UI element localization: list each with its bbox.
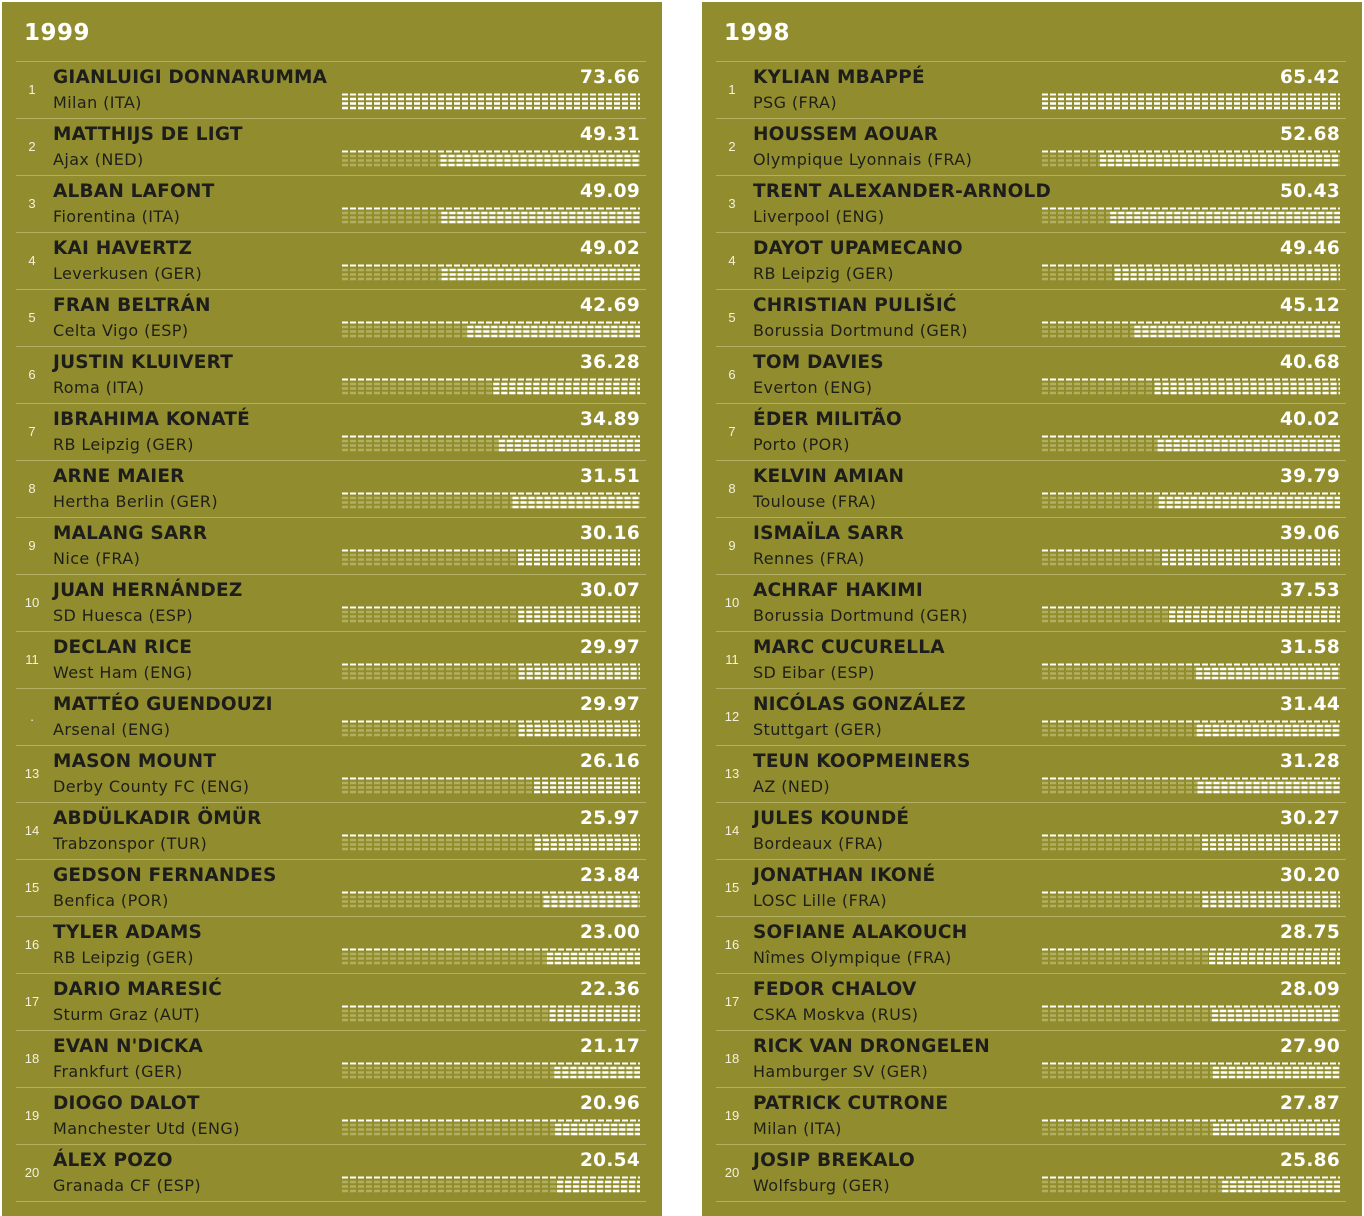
club-name: Celta Vigo (ESP) (53, 321, 189, 340)
score-bar (1042, 891, 1340, 909)
rank-number: 8 (28, 481, 36, 496)
club-name: PSG (FRA) (753, 93, 837, 112)
rank-number: 5 (728, 310, 736, 325)
table-row (16, 517, 646, 574)
rank-number: 10 (724, 595, 740, 610)
score-label: 34.89 (579, 409, 640, 430)
table-row (716, 745, 1346, 802)
table-row (716, 346, 1346, 403)
player-name: PATRICK CUTRONE (753, 1093, 949, 1114)
score-label: 50.43 (1279, 181, 1340, 202)
table-row (16, 460, 646, 517)
rank-number: 10 (24, 595, 40, 610)
club-name: RB Leipzig (GER) (53, 435, 194, 454)
score-label: 29.97 (579, 637, 640, 658)
score-label: 20.96 (579, 1093, 640, 1114)
club-name: CSKA Moskva (RUS) (753, 1005, 919, 1024)
rank-number: 1 (28, 82, 36, 97)
rank-number: 12 (724, 709, 740, 724)
ranking-list (716, 61, 1346, 1202)
table-row (16, 745, 646, 802)
club-name: Hertha Berlin (GER) (53, 492, 218, 511)
table-row (716, 802, 1346, 859)
player-name: DIOGO DALOT (53, 1093, 200, 1114)
table-row (716, 118, 1346, 175)
player-name: JUSTIN KLUIVERT (53, 352, 234, 373)
table-row (716, 916, 1346, 973)
score-label: 73.66 (579, 67, 640, 88)
table-row (16, 574, 646, 631)
table-row (16, 175, 646, 232)
player-name: EVAN N'DICKA (53, 1036, 203, 1057)
score-label: 30.16 (579, 523, 640, 544)
player-name: GEDSON FERNANDES (53, 865, 277, 886)
score-label: 23.84 (579, 865, 640, 886)
rank-number: 6 (728, 367, 736, 382)
club-name: AZ (NED) (753, 777, 831, 796)
table-row (716, 574, 1346, 631)
score-bar (1042, 777, 1340, 795)
table-row (716, 1030, 1346, 1087)
table-row (16, 289, 646, 346)
club-name: Manchester Utd (ENG) (53, 1119, 240, 1138)
score-label: 45.12 (1279, 295, 1340, 316)
score-label: 49.46 (1279, 238, 1340, 259)
score-bar (1042, 264, 1340, 282)
score-bar (1042, 321, 1340, 339)
score-bar (1042, 1119, 1340, 1137)
score-bar (342, 777, 640, 795)
player-name: FEDOR CHALOV (753, 979, 917, 1000)
score-label: 25.97 (579, 808, 640, 829)
club-name: Granada CF (ESP) (53, 1176, 202, 1195)
player-name: IBRAHIMA KONATÉ (53, 409, 250, 430)
score-label: 39.79 (1279, 466, 1340, 487)
table-row (716, 1087, 1346, 1144)
player-name: CHRISTIAN PULIŠIĆ (753, 295, 957, 316)
score-label: 31.44 (1279, 694, 1340, 715)
player-name: KYLIAN MBAPPÉ (753, 67, 925, 88)
score-bar (342, 720, 640, 738)
club-name: West Ham (ENG) (53, 663, 193, 682)
score-label: 30.27 (1279, 808, 1340, 829)
rank-number: 19 (24, 1108, 40, 1123)
rank-number: 7 (28, 424, 36, 439)
table-row (716, 175, 1346, 232)
rank-number: 15 (724, 880, 740, 895)
score-label: 31.28 (1279, 751, 1340, 772)
rank-number: 2 (28, 139, 36, 154)
club-name: Roma (ITA) (53, 378, 145, 397)
player-name: HOUSSEM AOUAR (753, 124, 939, 145)
score-label: 27.87 (1279, 1093, 1340, 1114)
rank-number: 9 (728, 538, 736, 553)
player-name: ISMAÏLA SARR (753, 523, 904, 544)
table-row (16, 631, 646, 688)
score-label: 21.17 (579, 1036, 640, 1057)
score-label: 36.28 (579, 352, 640, 373)
score-bar (342, 1062, 640, 1080)
table-row (716, 517, 1346, 574)
rank-number: 2 (728, 139, 736, 154)
club-name: Porto (POR) (753, 435, 850, 454)
table-row (716, 859, 1346, 916)
score-bar (342, 606, 640, 624)
player-name: ÁLEX POZO (53, 1150, 173, 1171)
score-bar (1042, 948, 1340, 966)
score-label: 65.42 (1279, 67, 1340, 88)
score-bar (342, 948, 640, 966)
score-bar (1042, 549, 1340, 567)
score-bar (342, 549, 640, 567)
score-bar (1042, 492, 1340, 510)
rank-number: 16 (724, 937, 740, 952)
club-name: Everton (ENG) (753, 378, 873, 397)
rank-number: 4 (28, 253, 36, 268)
table-row (16, 1030, 646, 1087)
club-name: Trabzonspor (TUR) (53, 834, 208, 853)
club-name: LOSC Lille (FRA) (753, 891, 888, 910)
table-row (716, 232, 1346, 289)
player-name: JUAN HERNÁNDEZ (53, 580, 243, 601)
club-name: Nîmes Olympique (FRA) (753, 948, 952, 967)
player-name: TEUN KOOPMEINERS (753, 751, 971, 772)
score-bar (342, 435, 640, 453)
club-name: Leverkusen (GER) (53, 264, 203, 283)
score-label: 42.69 (579, 295, 640, 316)
club-name: Fiorentina (ITA) (53, 207, 181, 226)
club-name: Bordeaux (FRA) (753, 834, 884, 853)
rank-number: 13 (724, 766, 740, 781)
rank-number: 1 (728, 82, 736, 97)
club-name: RB Leipzig (GER) (53, 948, 194, 967)
player-name: ABDÜLKADIR ÖMÜR (53, 808, 262, 829)
rank-number: 5 (28, 310, 36, 325)
score-label: 25.86 (1279, 1150, 1340, 1171)
score-bar (1042, 663, 1340, 681)
panel-title: 1999 (24, 20, 91, 46)
club-name: Derby County FC (ENG) (53, 777, 250, 796)
player-name: DECLAN RICE (53, 637, 193, 658)
table-row (16, 688, 646, 745)
club-name: Milan (ITA) (53, 93, 142, 112)
score-label: 28.75 (1279, 922, 1340, 943)
score-label: 28.09 (1279, 979, 1340, 1000)
score-label: 37.53 (1279, 580, 1340, 601)
table-row (16, 118, 646, 175)
ranking-list (16, 61, 646, 1202)
rank-number: . (30, 709, 34, 724)
score-label: 40.68 (1279, 352, 1340, 373)
club-name: Arsenal (ENG) (53, 720, 171, 739)
score-bar (1042, 834, 1340, 852)
club-name: Toulouse (FRA) (753, 492, 877, 511)
rank-number: 7 (728, 424, 736, 439)
rank-number: 14 (724, 823, 740, 838)
score-label: 52.68 (1279, 124, 1340, 145)
club-name: RB Leipzig (GER) (753, 264, 894, 283)
score-bar (1042, 378, 1340, 396)
club-name: Milan (ITA) (753, 1119, 842, 1138)
score-bar (342, 492, 640, 510)
table-row (716, 460, 1346, 517)
player-name: ALBAN LAFONT (53, 181, 215, 202)
score-label: 49.31 (579, 124, 640, 145)
player-name: MATTHIJS DE LIGT (53, 124, 243, 145)
score-bar (342, 663, 640, 681)
rank-number: 6 (28, 367, 36, 382)
club-name: SD Huesca (ESP) (53, 606, 193, 625)
player-name: TYLER ADAMS (53, 922, 203, 943)
player-name: JOSIP BREKALO (753, 1150, 915, 1171)
score-bar (1042, 1005, 1340, 1023)
player-name: JONATHAN IKONÉ (753, 865, 936, 886)
score-bar (1042, 150, 1340, 168)
rank-number: 14 (24, 823, 40, 838)
club-name: Liverpool (ENG) (753, 207, 885, 226)
club-name: Olympique Lyonnais (FRA) (753, 150, 973, 169)
table-row (16, 232, 646, 289)
score-label: 31.58 (1279, 637, 1340, 658)
score-label: 40.02 (1279, 409, 1340, 430)
player-name: GIANLUIGI DONNARUMMA (53, 67, 328, 88)
rank-number: 20 (24, 1165, 40, 1180)
table-row (16, 973, 646, 1030)
table-row (16, 859, 646, 916)
score-label: 30.20 (1279, 865, 1340, 886)
club-name: Wolfsburg (GER) (753, 1176, 891, 1195)
table-row (716, 688, 1346, 745)
score-label: 23.00 (579, 922, 640, 943)
table-row (716, 973, 1346, 1030)
table-row (716, 1144, 1346, 1202)
club-name: Borussia Dortmund (GER) (753, 606, 968, 625)
score-bar (1042, 435, 1340, 453)
table-row (16, 346, 646, 403)
score-label: 31.51 (579, 466, 640, 487)
score-bar (342, 264, 640, 282)
score-bar (342, 891, 640, 909)
player-name: DAYOT UPAMECANO (753, 238, 963, 259)
panel-title: 1998 (724, 20, 791, 46)
table-row (16, 1144, 646, 1202)
score-label: 27.90 (1279, 1036, 1340, 1057)
rank-number: 20 (724, 1165, 740, 1180)
score-bar (342, 378, 640, 396)
score-bar (342, 321, 640, 339)
score-bar (342, 1119, 640, 1137)
table-row (716, 403, 1346, 460)
table-row (16, 61, 646, 118)
player-name: TOM DAVIES (753, 352, 884, 373)
rank-number: 18 (24, 1051, 40, 1066)
panel-1998 (702, 2, 1362, 1216)
club-name: Stuttgart (GER) (753, 720, 883, 739)
score-label: 49.02 (579, 238, 640, 259)
player-name: RICK VAN DRONGELEN (753, 1036, 990, 1057)
player-name: TRENT ALEXANDER-ARNOLD (753, 181, 1052, 202)
rank-number: 9 (28, 538, 36, 553)
player-name: JULES KOUNDÉ (753, 808, 910, 829)
panel-1999 (2, 2, 662, 1216)
score-bar (1042, 1062, 1340, 1080)
score-bar (1042, 93, 1340, 111)
player-name: MARC CUCURELLA (753, 637, 945, 658)
club-name: Benfica (POR) (53, 891, 169, 910)
player-name: ÉDER MILITÃO (753, 409, 902, 430)
rank-number: 17 (724, 994, 740, 1009)
rank-number: 4 (728, 253, 736, 268)
player-name: MASON MOUNT (53, 751, 217, 772)
player-name: KAI HAVERTZ (53, 238, 193, 259)
club-name: Rennes (FRA) (753, 549, 865, 568)
table-row (16, 403, 646, 460)
score-label: 26.16 (579, 751, 640, 772)
club-name: Ajax (NED) (53, 150, 144, 169)
score-label: 20.54 (579, 1150, 640, 1171)
player-name: MATTÉO GUENDOUZI (53, 694, 273, 715)
rank-number: 13 (24, 766, 40, 781)
score-bar (342, 1176, 640, 1194)
table-row (16, 916, 646, 973)
score-label: 22.36 (579, 979, 640, 1000)
rank-number: 17 (24, 994, 40, 1009)
rank-number: 15 (24, 880, 40, 895)
club-name: Frankfurt (GER) (53, 1062, 183, 1081)
table-row (716, 289, 1346, 346)
player-name: DARIO MARESIĆ (53, 979, 222, 1000)
rank-number: 8 (728, 481, 736, 496)
player-name: ARNE MAIER (53, 466, 185, 487)
score-bar (1042, 207, 1340, 225)
player-name: ACHRAF HAKIMI (753, 580, 923, 601)
rank-number: 3 (28, 196, 36, 211)
table-row (716, 631, 1346, 688)
player-name: SOFIANE ALAKOUCH (753, 922, 968, 943)
rank-number: 3 (728, 196, 736, 211)
table-row (716, 61, 1346, 118)
score-label: 30.07 (579, 580, 640, 601)
score-bar (342, 93, 640, 111)
table-row (16, 1087, 646, 1144)
rank-number: 11 (725, 652, 739, 667)
score-bar (342, 207, 640, 225)
score-bar (342, 834, 640, 852)
player-name: NICÓLAS GONZÁLEZ (753, 694, 966, 715)
player-name: FRAN BELTRÁN (53, 295, 211, 316)
club-name: Sturm Graz (AUT) (53, 1005, 201, 1024)
score-bar (342, 1005, 640, 1023)
score-label: 49.09 (579, 181, 640, 202)
club-name: Nice (FRA) (53, 549, 141, 568)
rank-number: 18 (724, 1051, 740, 1066)
score-label: 39.06 (1279, 523, 1340, 544)
score-bar (1042, 720, 1340, 738)
rank-number: 19 (724, 1108, 740, 1123)
rank-number: 16 (24, 937, 40, 952)
score-label: 29.97 (579, 694, 640, 715)
score-bar (1042, 1176, 1340, 1194)
player-name: MALANG SARR (53, 523, 208, 544)
rank-number: 11 (25, 652, 39, 667)
score-bar (1042, 606, 1340, 624)
club-name: SD Eibar (ESP) (753, 663, 875, 682)
player-name: KELVIN AMIAN (753, 466, 905, 487)
table-row (16, 802, 646, 859)
score-bar (342, 150, 640, 168)
club-name: Hamburger SV (GER) (753, 1062, 929, 1081)
club-name: Borussia Dortmund (GER) (753, 321, 968, 340)
